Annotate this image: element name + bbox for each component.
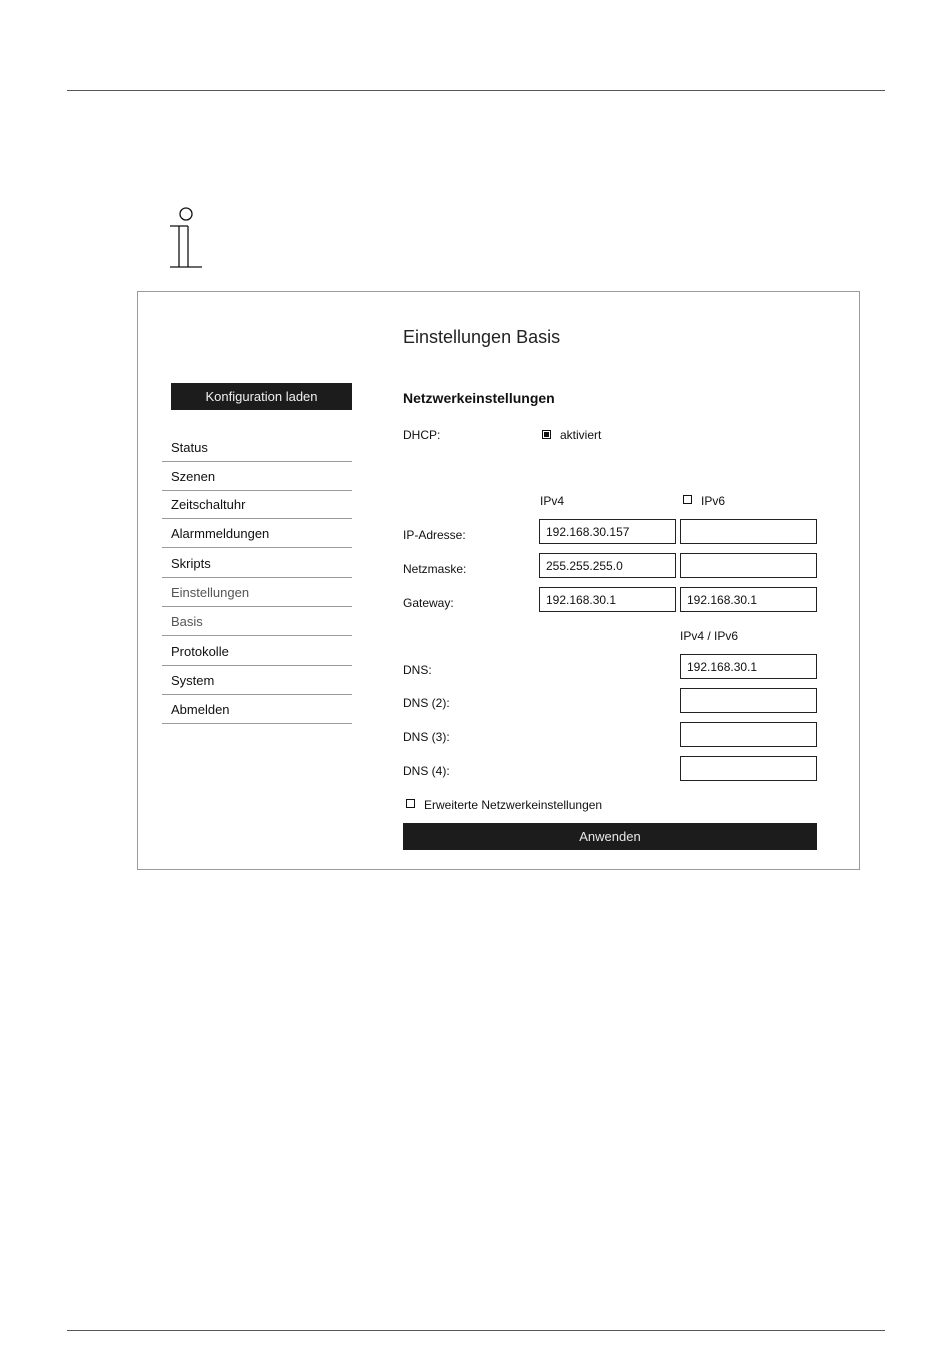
nav-item-einstellungen[interactable]: Einstellungen (162, 578, 352, 607)
dns4-input[interactable] (680, 756, 817, 781)
netmask-ipv6-input[interactable] (680, 553, 817, 578)
dns-column-header: IPv4 / IPv6 (680, 629, 739, 643)
network-section-title: Netzwerkeinstellungen (403, 390, 555, 406)
advanced-settings-label: Erweiterte Netzwerkeinstellungen (424, 798, 603, 812)
load-configuration-button[interactable]: Konfiguration laden (171, 383, 352, 410)
nav-item-protokolle[interactable]: Protokolle (162, 637, 352, 666)
nav-item-skripts[interactable]: Skripts (162, 549, 352, 578)
gateway-label: Gateway: (403, 596, 454, 610)
dns2-input[interactable] (680, 688, 817, 713)
nav-item-zeitschaltuhr[interactable]: Zeitschaltuhr (162, 490, 352, 519)
dns4-label: DNS (4): (403, 764, 450, 778)
info-icon (168, 207, 204, 271)
ipv6-checkbox[interactable] (683, 495, 692, 504)
gateway-ipv6-input[interactable] (680, 587, 817, 612)
dns3-label: DNS (3): (403, 730, 450, 744)
dns2-label: DNS (2): (403, 696, 450, 710)
footer-divider (67, 1330, 885, 1331)
advanced-settings-checkbox[interactable] (406, 799, 415, 808)
header-divider (67, 90, 885, 91)
nav-item-basis[interactable]: Basis (162, 607, 352, 636)
nav-item-system[interactable]: System (162, 666, 352, 695)
dhcp-checkbox[interactable] (542, 430, 551, 439)
dns3-input[interactable] (680, 722, 817, 747)
ip-address-label: IP-Adresse: (403, 528, 466, 542)
dns-label: DNS: (403, 663, 432, 677)
dns-input[interactable] (680, 654, 817, 679)
page-title: Einstellungen Basis (403, 327, 561, 347)
nav-item-status[interactable]: Status (162, 433, 352, 462)
dhcp-label: DHCP: (403, 428, 441, 442)
ipv4-column-header: IPv4 (540, 494, 565, 508)
apply-button[interactable]: Anwenden (403, 823, 817, 850)
gateway-ipv4-input[interactable] (539, 587, 676, 612)
ip-address-ipv6-input[interactable] (680, 519, 817, 544)
netmask-label: Netzmaske: (403, 562, 467, 576)
nav-item-alarmmeldungen[interactable]: Alarmmeldungen (162, 519, 352, 548)
ip-address-ipv4-input[interactable] (539, 519, 676, 544)
nav-item-szenen[interactable]: Szenen (162, 462, 352, 491)
ipv6-column-header: IPv6 (701, 494, 726, 508)
dhcp-checkbox-label: aktiviert (560, 428, 602, 442)
netmask-ipv4-input[interactable] (539, 553, 676, 578)
nav-item-abmelden[interactable]: Abmelden (162, 695, 352, 724)
